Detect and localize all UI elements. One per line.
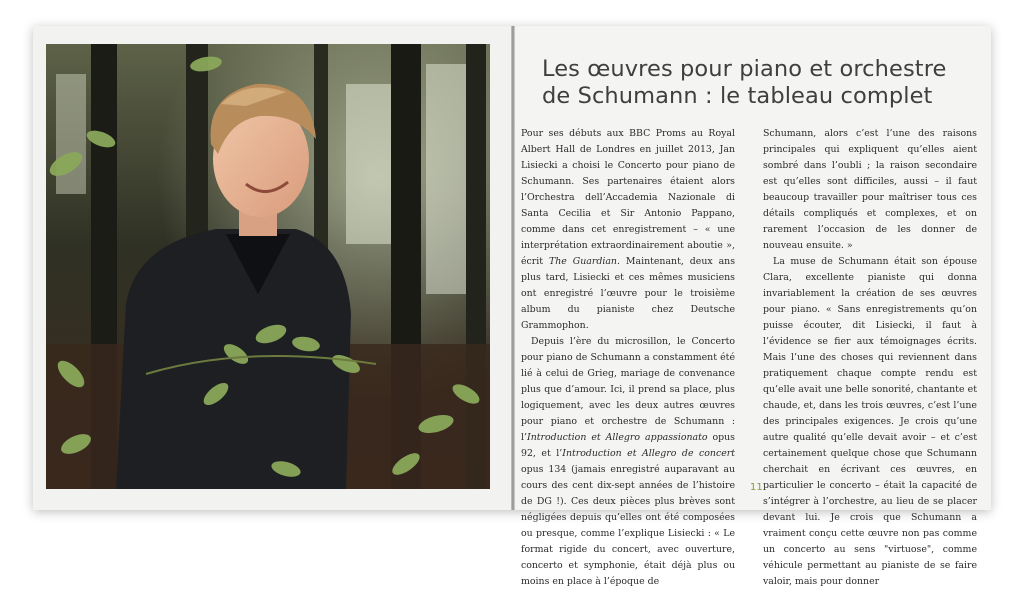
paragraph-4: La muse de Schumann était son épouse Clara, excellente pianiste qui donna invariablement la création de ses œuvres pour piano. « Sans enregistrements qu’on puisse écouter, dit Lisiecki, il faut à l’évidence se fier aux témoignages écrits. Mais l’une des choses qui reviennent dans pratiquement chaque compte rendu est qu’elle avait une belle sonorité, chantante et chaude, et, dans les trois œuvres, c’est l’une des principales exigences. Je crois qu’une autre qualité qu’elle devait avoir – et c’est certainement quelque chose que Schumann cherchait en écrivant ces œuvres, en particulier le concerto – était la capacité de s’intégrer à l’orchestre, au lieu de se placer devant lui. Je crois que Schumann a vraiment conçu cette œuvre non pas comme un concerto au sens "virtuose", comme véhicule permettant au pianiste de se faire valoir, mais pour donner xyxy=(763,256,977,587)
paragraph-2-text-a: Depuis l’ère du microsillon, le Concerto pour piano de Schumann a constamment été lié à celui de Grieg, mariage de convenance plus que d’amour. Ici, il prend sa place, plus logiquement, avec les deux autres œuvres pour piano et orchestre de Schumann : l’ xyxy=(521,336,735,443)
paragraph-2-text-b: opus 92, et l’ xyxy=(521,432,735,459)
page-number: 11 xyxy=(750,482,763,493)
right-page xyxy=(515,26,991,587)
forest-portrait-illustration xyxy=(46,44,490,489)
text-column-right xyxy=(763,126,977,590)
paragraph-2-text-c: opus 134 (jamais enregistré auparavant au cours des cent dix-sept années de l’histoire de DG !). Ces deux pièces plus brèves sont négligées depuis qu’elles ont été composées ou presque, comme l’explique Lisiecki : « Le format rigide du concert, avec ouverture, concerto et symphonie, était déjà plus ou moins en place à l’époque de xyxy=(521,464,735,587)
left-page xyxy=(33,26,511,510)
booklet-spread xyxy=(33,26,991,587)
title-line-1: Les œuvres pour piano et orchestre xyxy=(542,56,947,82)
title-line-2: de Schumann : le tableau complet xyxy=(542,83,933,109)
paragraph-2-emphasis-2: Introduction et Allegro de concert xyxy=(562,448,735,459)
text-column-left xyxy=(521,126,735,590)
paragraph-1-text: Pour ses débuts aux BBC Proms au Royal Albert Hall de Londres en juillet 2013, Jan Lisiecki a choisi le Concerto pour piano de Schumann. Ses partenaires étaient alors l’Orchestra dell’Accademia Nazionale di Santa Cecilia et Sir Antonio Pappano, comme dans cet enregistrement – « une interprétation extraordinairement aboutie », écrit xyxy=(521,128,735,267)
paragraph-2 xyxy=(521,334,735,590)
paragraph-1-emphasis: The Guardian xyxy=(548,256,617,267)
paragraph-1 xyxy=(521,126,735,334)
paragraph-3: Schumann, alors c’est l’une des raisons principales qui expliquent qu’elles aient sombré dans l’oubli ; la raison secondaire est qu’elles sont difficiles, aussi – il faut beaucoup travailler pour maîtriser tous ces détails compliqués et complexes, et on rarement l’occasion de les donner de nouveau ensuite. » xyxy=(763,128,977,251)
paragraph-1-text-end: . Maintenant, deux ans plus tard, Lisiecki et ces mêmes musiciens ont enregistré l’œuvre pour le troisième album du pianiste chez Deutsche Grammophon. xyxy=(521,256,736,331)
article-title xyxy=(542,56,982,110)
portrait-photo xyxy=(46,44,490,489)
paragraph-2-emphasis-1: Introduction et Allegro appassionato xyxy=(526,432,708,443)
